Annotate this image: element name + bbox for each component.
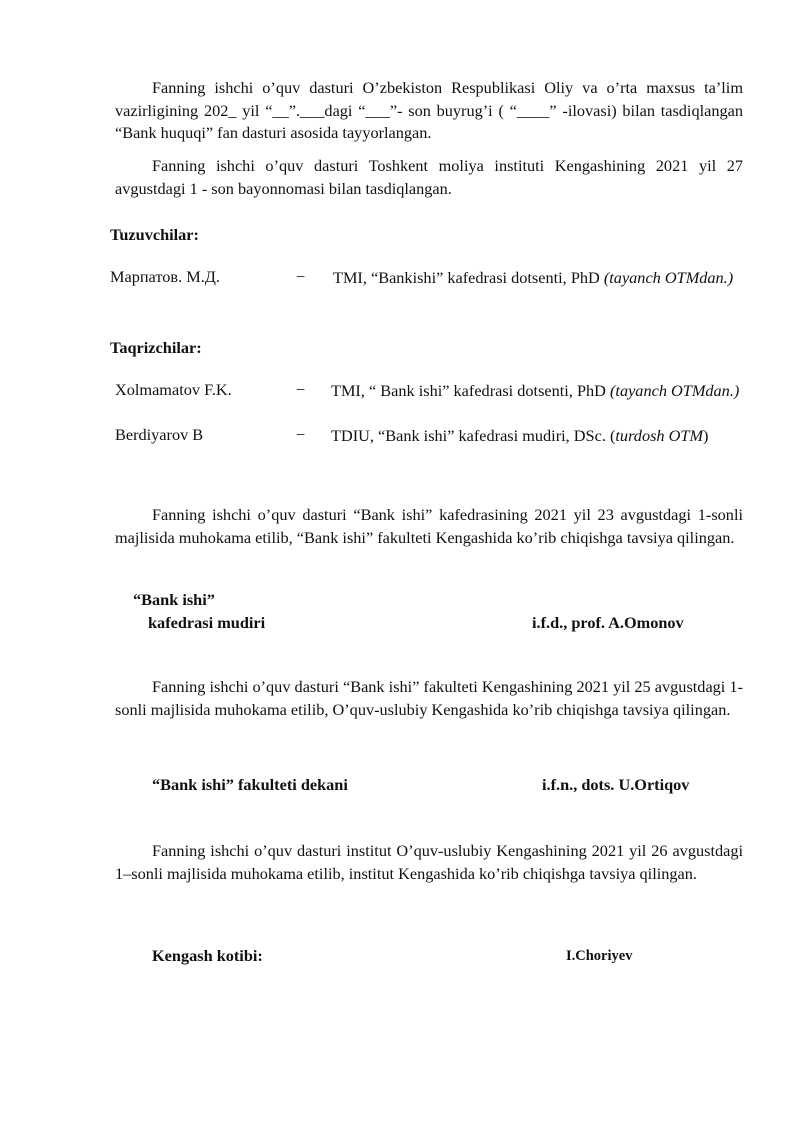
reviewer-name-2: Berdiyarov B — [115, 425, 204, 444]
dept-signature-signer: i.f.d., prof. A.Omonov — [532, 613, 684, 632]
compiler-role — [333, 267, 745, 289]
reviewer-role-text-1: TMI, “ Bank ishi” kafedrasi dotsenti, PhD — [331, 381, 606, 400]
reviewer-role-2 — [331, 425, 745, 447]
compiler-dash: − — [296, 267, 306, 286]
reviewer-dash-1: − — [296, 380, 306, 399]
dept-signature-line2: kafedrasi mudiri — [148, 613, 266, 632]
compiler-role-text: TMI, “Bankishi” kafedrasi dotsenti, PhD — [333, 268, 600, 287]
faculty-paragraph: Fanning ishchi o’quv dasturi “Bank ishi” fakulteti Kengashining 2021 yil 25 avgustdagi 1-sonli majlisida muhokama etilib, O’quv-uslubiy Kengashida ko’rib chiqishga tavsiya qilingan. — [115, 677, 743, 719]
reviewer-role-note-1: (tayanch OTMdan.) — [610, 381, 740, 400]
reviewer-role-text-2: TDIU, “Bank ishi” kafedrasi mudiri, DSc. ( — [331, 426, 616, 445]
institute-paragraph: Fanning ishchi o’quv dasturi institut O’quv-uslubiy Kengashining 2021 yil 26 avgustdagi 1–sonli majlisida muhokama etilib, institut Kengashida ko’rib chiqishga tavsiya qilingan. — [115, 841, 743, 883]
reviewer-role-end-2: ) — [703, 426, 709, 445]
reviewer-name-1: Xolmamatov F.K. — [115, 380, 232, 399]
reviewers-heading: Taqrizchilar: — [110, 338, 202, 357]
reviewer-role-1 — [331, 380, 745, 402]
faculty-signature-title: “Bank ishi” fakulteti dekani — [152, 775, 348, 794]
council-signature-title: Kengash kotibi: — [152, 946, 263, 965]
compiler-name: Марпатов. М.Д. — [110, 267, 220, 286]
reviewer-role-note-2: turdosh OTM — [615, 426, 704, 445]
dept-paragraph: Fanning ishchi o’quv dasturi “Bank ishi” kafedrasining 2021 yil 23 avgustdagi 1-sonli majlisida muhokama etilib, “Bank ishi” fakulteti Kengashida ko’rib chiqishga tavsiya qilingan. — [115, 505, 743, 547]
faculty-signature-signer: i.f.n., dots. U.Ortiqov — [542, 775, 690, 794]
compilers-heading: Tuzuvchilar: — [110, 225, 199, 244]
dept-signature-line1: “Bank ishi” — [133, 590, 215, 609]
compiler-role-note: (tayanch OTMdan.) — [603, 268, 734, 287]
intro-paragraph-2: Fanning ishchi o’quv dasturi Toshkent moliya instituti Kengashining 2021 yil 27 avgustdagi 1 - son bayonnomasi bilan tasdiqlangan. — [115, 156, 743, 198]
council-signature-signer: I.Choriyev — [566, 948, 633, 964]
intro-paragraph-1: Fanning ishchi o’quv dasturi O’zbekiston Respublikasi Oliy va o’rta maxsus ta’lim vazirligining 202_ yil “__”.___dagi “___”- son buyrug’i ( “____” -ilovasi) bilan tasdiqlangan “Bank huquqi” fan dasturi asosida tayyorlangan. — [115, 78, 743, 142]
reviewer-dash-2: − — [296, 425, 306, 444]
